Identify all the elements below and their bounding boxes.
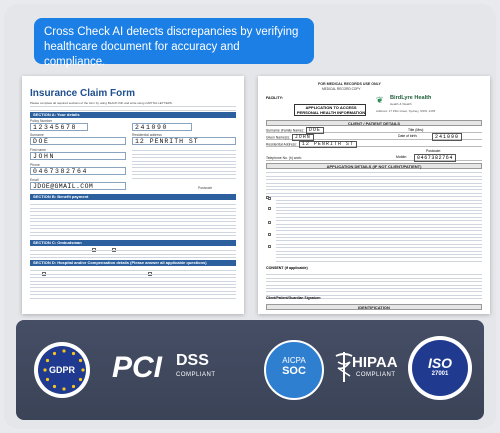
date-of-birth-field[interactable]: 241090 xyxy=(132,123,192,131)
application-details-header: APPLICATION DETAILS (IF NOT CLIENT/PATIENT) xyxy=(266,163,482,169)
identification-header: IDENTIFICATION xyxy=(266,304,482,310)
pci-label: PCI xyxy=(112,351,163,384)
hipaa-badge xyxy=(334,346,404,396)
surname-label-r: Surname (Family Name): xyxy=(266,128,304,133)
section-b-header: SECTION B: Benefit payment xyxy=(30,194,236,200)
headline-banner xyxy=(34,18,314,68)
insurance-claim-form xyxy=(22,76,244,314)
option-checkbox-3[interactable] xyxy=(268,221,271,224)
consent-heading: CONSENT (if applicable) xyxy=(266,266,308,270)
form-intro: Please complete all required sections of the form by using BLACK INK and write using CAPITAL LETTERS. xyxy=(30,101,173,105)
address-label-r: Residential Address: xyxy=(266,142,297,147)
form-title: Insurance Claim Form xyxy=(30,88,136,99)
pci-dss-badge xyxy=(112,350,232,390)
banner-line-1: Cross Check AI detects discrepancies by verifying xyxy=(44,26,299,38)
postcode-label-r: Postcode: xyxy=(426,149,442,153)
banner-line-2: healthcare document for accuracy and compliance. xyxy=(44,41,240,68)
hipaa-sub-label: COMPLIANT xyxy=(356,372,396,378)
option-checkbox-5[interactable] xyxy=(268,245,271,248)
iso-number: 27001 xyxy=(431,371,449,377)
given-label-r: Given Name(s): xyxy=(266,135,290,140)
hipaa-label: HIPAA xyxy=(352,354,398,371)
address-label: Residential address xyxy=(132,133,162,137)
surname-label: Surname xyxy=(30,133,44,137)
first-name-label: First name xyxy=(30,148,47,152)
dob-label-r: Date of birth: xyxy=(398,134,418,138)
records-copy-note: MEDICAL RECORD COPY xyxy=(322,87,361,91)
iso-27001-badge xyxy=(408,336,472,400)
phone-label: Phone xyxy=(30,163,40,167)
mobile-field-r[interactable]: 0467382764 xyxy=(414,154,456,162)
surname-field-r[interactable]: DOE xyxy=(306,127,324,134)
section-a-header: SECTION A: Your details xyxy=(30,112,236,118)
option-checkbox-4[interactable] xyxy=(268,233,271,236)
email-label: Email xyxy=(30,178,39,182)
address-field-r[interactable]: 12 PENRITH ST xyxy=(299,141,357,148)
policy-label: Policy Number xyxy=(30,119,53,123)
brand-name: BirdLyre Health xyxy=(390,95,432,101)
postcode-label: Postcode xyxy=(198,186,213,190)
title-label-r: Title (Mrs): xyxy=(408,128,425,132)
aicpa-soc-badge xyxy=(264,340,324,400)
iso-label: ISO xyxy=(427,355,453,371)
brand-subtitle: Health & Wealth xyxy=(390,102,412,106)
application-title: APPLICATION TO ACCESS PERSONAL HEALTH INFORMATION xyxy=(296,105,366,115)
signature-label: Client/Patient/Guardian Signature: xyxy=(266,296,322,300)
phone-field[interactable]: 0467382764 xyxy=(30,167,126,175)
policy-number-field[interactable]: 12345678 xyxy=(30,123,88,131)
first-name-field[interactable]: JOHN xyxy=(30,152,126,160)
gdpr-stars-icon xyxy=(40,346,88,394)
facility-label: FACILITY: xyxy=(266,96,283,100)
dob-field-r[interactable]: 241090 xyxy=(432,133,462,141)
aicpa-label: AICPA xyxy=(282,356,306,365)
soc-label: SOC xyxy=(282,365,306,377)
dss-label: DSS xyxy=(176,352,209,369)
telephone-label-r: Telephone No. (h) work: xyxy=(266,156,302,160)
birdlyre-logo-icon: ❦ xyxy=(376,95,384,105)
compliance-badges-bar xyxy=(16,320,484,420)
email-field[interactable]: JDOE@GMAIL.COM xyxy=(30,182,126,190)
health-info-application xyxy=(258,76,490,314)
caduceus-icon xyxy=(334,350,354,382)
dss-sub-label: COMPLIANT xyxy=(176,372,216,378)
mobile-label-r: Mobile: xyxy=(396,155,407,159)
option-checkbox-1[interactable] xyxy=(268,197,271,200)
brand-address: Address: 17 Pitts street, Sydney, NSW, 2165 xyxy=(376,109,436,113)
section-c-header: SECTION C: Ombudsman xyxy=(30,240,236,246)
section-d-header: SECTION D: Hospital and/or Compensation details (Please answer all applicable questions) xyxy=(30,260,236,266)
option-checkbox-2[interactable] xyxy=(268,207,271,210)
given-field-r[interactable]: JOHN xyxy=(292,134,314,141)
client-details-header: CLIENT / PATIENT DETAILS xyxy=(266,120,482,126)
gdpr-label: GDPR xyxy=(48,365,75,375)
address-field[interactable]: 12 PENRITH ST xyxy=(132,137,236,145)
records-note: FOR MEDICAL RECORDS USE ONLY xyxy=(318,82,381,86)
screenshot-frame xyxy=(4,4,496,429)
surname-field[interactable]: DOE xyxy=(30,137,126,145)
